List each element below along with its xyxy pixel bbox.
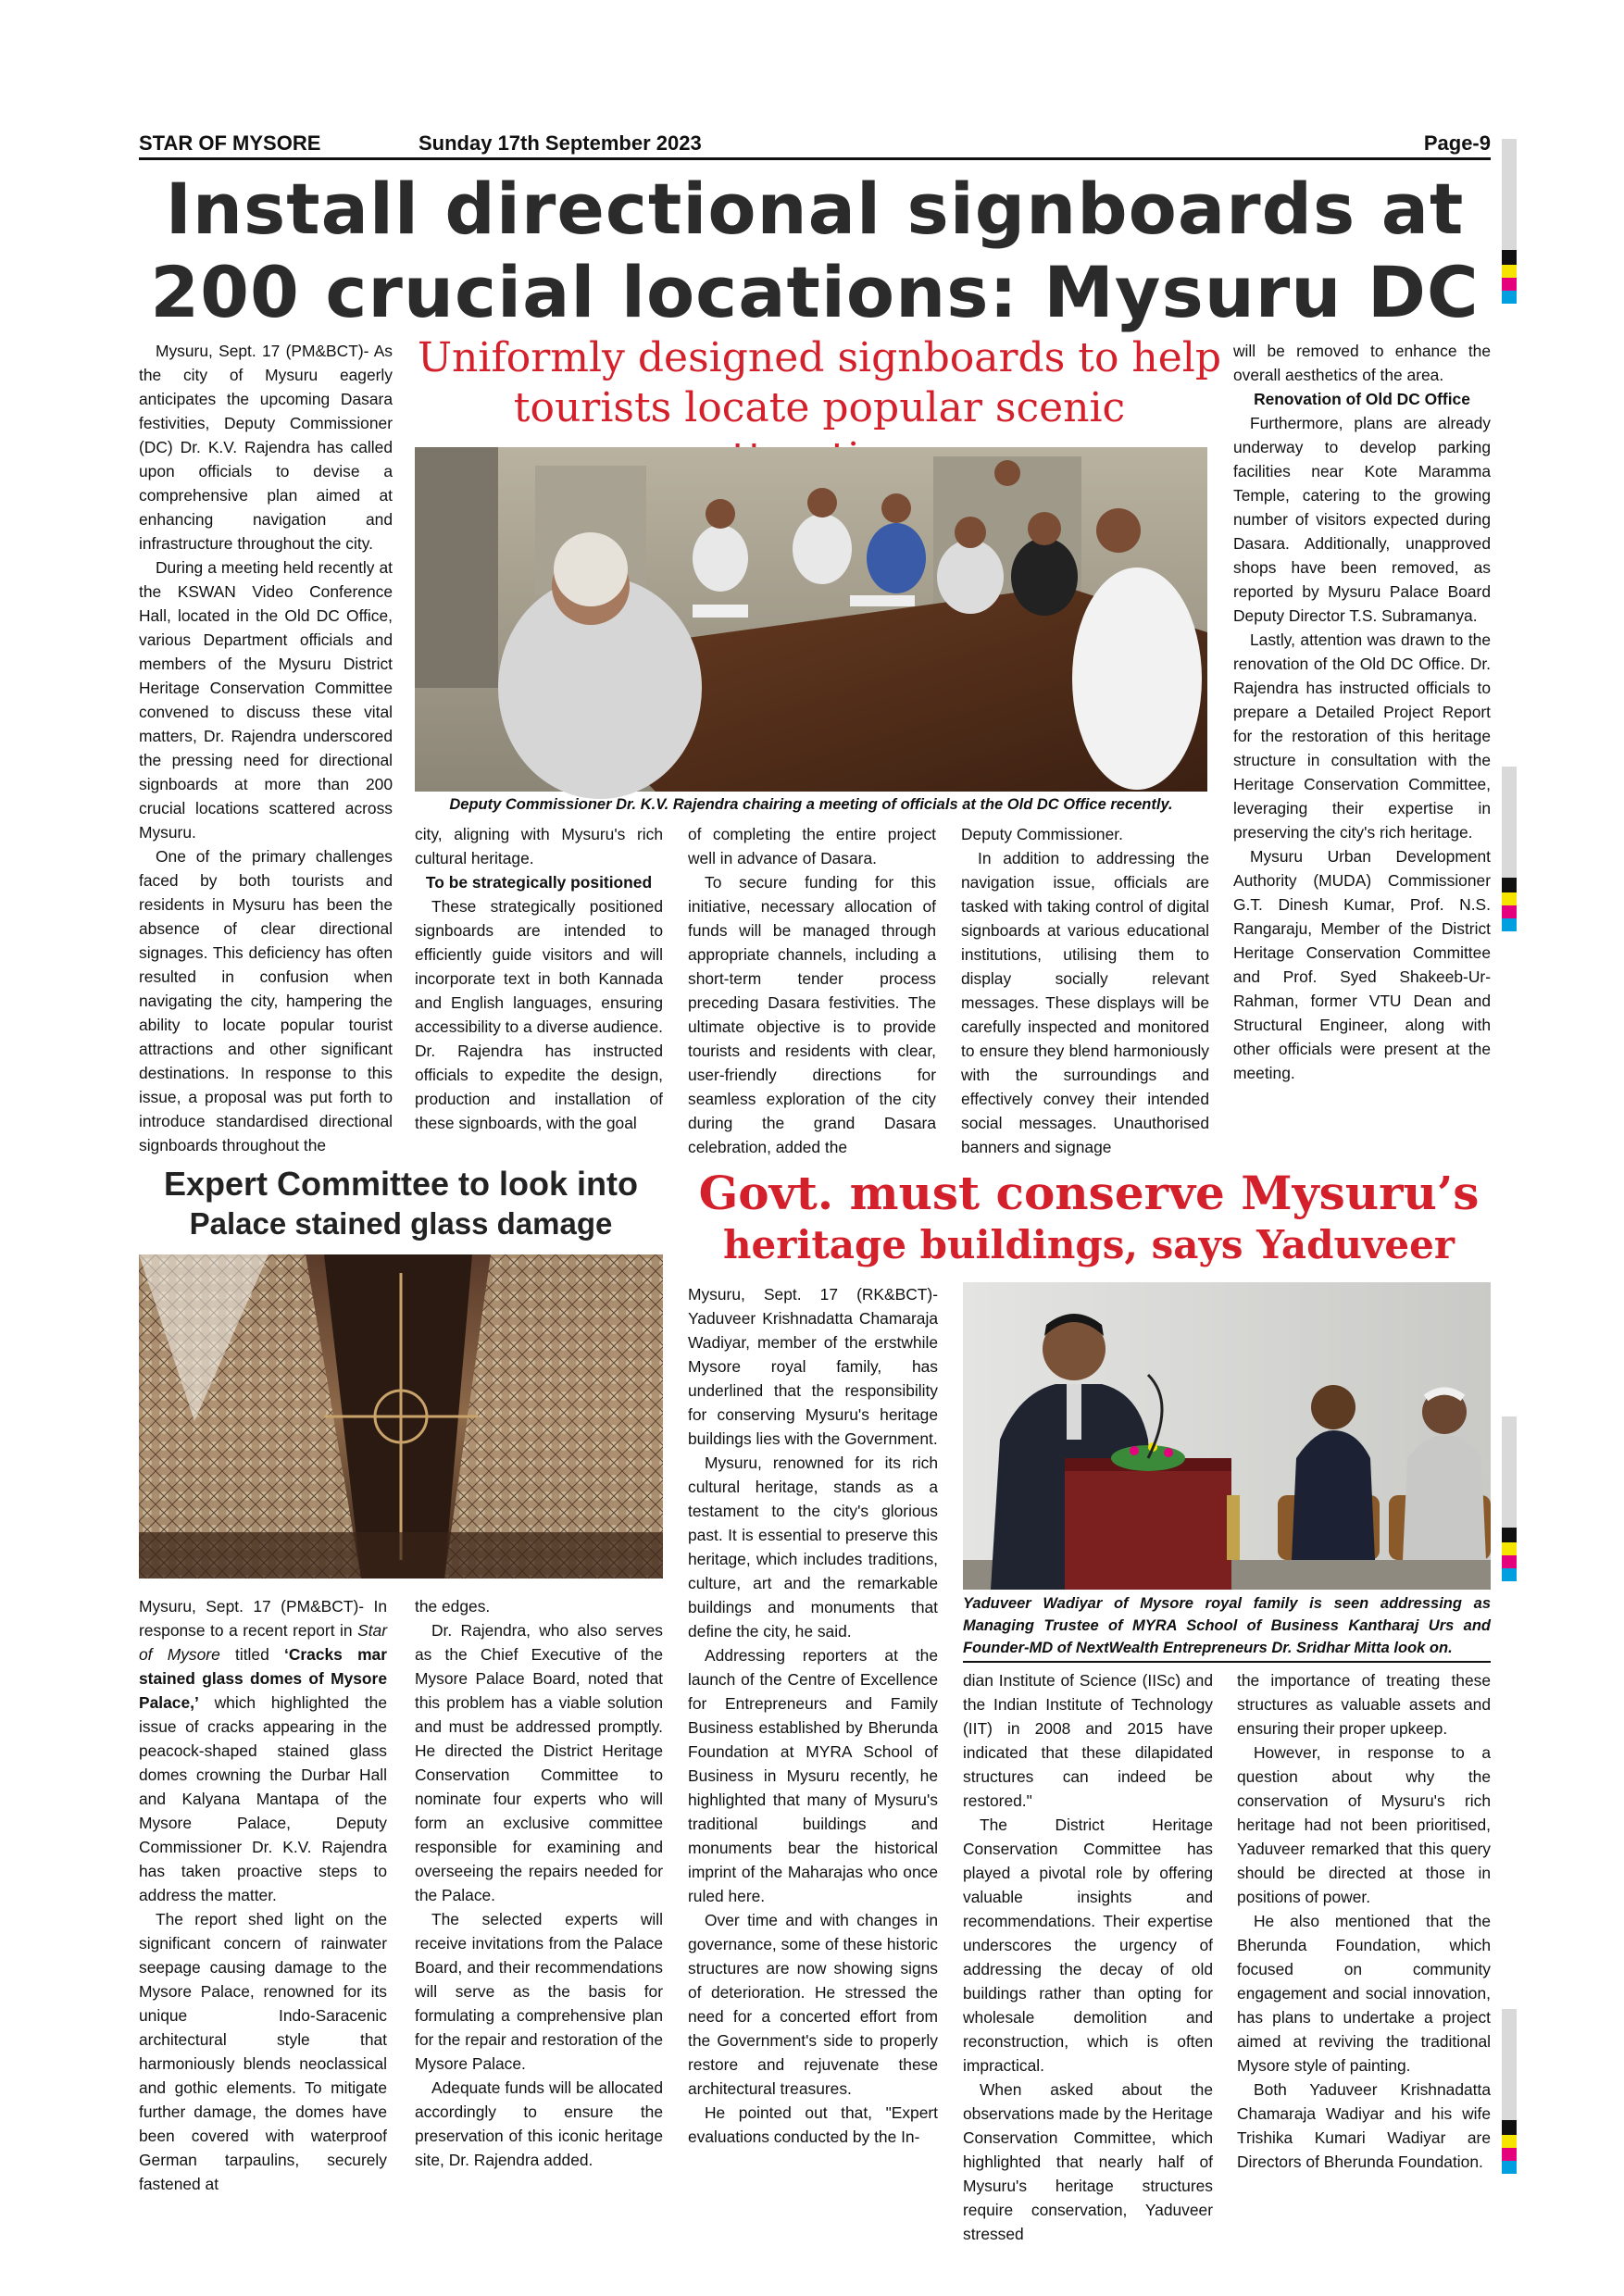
story2-column-2 [415,1594,663,2169]
paragraph: Deputy Commissioner. [961,825,1123,843]
story3-column-3 [1237,1668,1491,2171]
stained-glass-photo [139,1254,663,1578]
caption-rule [963,1661,1491,1663]
story1-column-1 [139,339,393,1163]
story1-photo-caption: Deputy Commissioner Dr. K.V. Rajendra chairing a meeting of officials at the Old DC Office recently. [449,796,1173,813]
meeting-photo [415,447,1207,792]
story2-headline-line1: Expert Committee to look into [163,1165,639,1203]
publication-name: Star of Mysore [139,1621,387,1664]
story2-column-1 [139,1594,387,2193]
paragraph: will be removed to enhance the overall aesthetics of the area. [1233,342,1491,384]
paragraph: Over time and with changes in governance, some of these historic structures are now showing signs of deterioration. He stressed the need for a concerted effort from the Government's side to properly restore and rejuvenate these architectural treasures. [688,1911,938,2098]
story1-headline-line1: Install directional signboards at [165,168,1465,250]
story3-column-1 [688,1282,938,2162]
paragraph: Mysuru, Sept. 17 (PM&BCT)- As the city of Mysuru eagerly anticipates the upcoming Dasara festivities, Deputy Commissioner (DC) Dr. K.V. Rajendra has called upon officials to devise a comprehensive plan aimed at enhancing navigation and infrastructure throughout the city. [139,342,393,553]
paragraph: In addition to addressing the navigation issue, officials are tasked with taking control of digital signboards at various educational institutions, utilising them to display socially relevant messages. These displays will be carefully inspected and monitored to ensure they blend harmoniously with the surroundings and effectively convey their intended social messages. Unauthorised banners and signage [961,849,1209,1156]
story1-subhead-line1: Uniformly designed signboards to help [417,334,1222,381]
paragraph: To secure funding for this initiative, necessary allocation of funds will be managed through appropriate channels, including a short-term tender process preceding Dasara festivities. The ultimate objective is to provide tourists and residents with clear, user-friendly directions for seamless exploration of the city during the grand Dasara celebration, added the [688,873,936,1156]
paragraph: city, aligning with Mysuru's rich cultural heritage. [415,825,663,867]
paragraph: The selected experts will receive invitations from the Palace Board, and their recommendations will serve as the basis for formulating a comprehensive plan for the repair and restoration of the Mysore Palace. [415,1910,663,2073]
section-subhead: To be strategically positioned [425,873,653,892]
paragraph: The report shed light on the significant concern of rainwater seepage causing damage to the Mysore Palace, renowned for its unique Indo-Saracenic architectural style that harmoniously blends neoclassical and gothic elements. To mitigate further damage, the domes have been covered with waterproof German tarpaulins, securely fastened at [139,1910,387,2193]
yaduveer-photo [963,1282,1491,1590]
paragraph: Mysuru, renowned for its rich cultural heritage, stands as a testament to the city's glorious past. It is essential to preserve this heritage, which includes traditions, culture, art and the remarkable buildings and monuments that define the city, he said. [688,1454,938,1641]
story2-headline-line2: Palace stained glass damage [189,1206,613,1241]
paragraph: the edges. [415,1597,491,1616]
paragraph: One of the primary challenges faced by both tourists and residents in Mysuru has been the absence of clear directional signages. This deficiency has often resulted in confusion when navigating the city, hampering the ability to locate popular tourist attractions and other significant destinations. In response to this issue, a proposal was put forth to introduce standardised directional signboards throughout the [139,847,393,1154]
paragraph: Dr. Rajendra, who also serves as the Chief Executive of the Mysore Palace Board, noted that this problem has a viable solution and must be addressed promptly. He directed the District Heritage Conservation Committee to nominate four experts who will form an exclusive committee responsible for examining and overseeing the repairs needed for the Palace. [415,1621,663,1904]
paragraph: the importance of treating these structures as valuable assets and ensuring their proper upkeep. [1237,1671,1491,1738]
paragraph: Adequate funds will be allocated accordingly to ensure the preservation of this iconic heritage site, Dr. Rajendra added. [415,2078,663,2169]
story1-column-2 [415,822,663,1163]
story1-column-4 [961,822,1209,1163]
paragraph: Furthermore, plans are already underway to develop parking facilities near Kote Maramma Temple, catering to the growing number of visitors expected during Dasara. Additionally, unapproved shops have been removed, as reported by Mysuru Palace Board Deputy Director T.S. Subramanya. [1233,414,1491,625]
text: Mysuru, Sept. 17 (PM&BCT)- In response to a recent report in [139,1597,387,1640]
paragraph: Mysuru, Sept. 17 (RK&BCT)- Yaduveer Krishnadatta Chamaraja Wadiyar, member of the erstwhile Mysore royal family, has underlined that the responsibility for conserving Mysuru's heritage buildings lies with the Government. [688,1285,938,1448]
story1-column-5 [1233,339,1491,1163]
story3-headline-line1: Govt. must conserve Mysuru’s [698,1166,1480,1220]
paragraph: of completing the entire project well in advance of Dasara. [688,825,936,867]
header-rule [139,157,1491,160]
paragraph: Mysuru Urban Development Authority (MUDA) Commissioner G.T. Dinesh Kumar, Prof. N.S. Rangaraju, Member of the District Heritage Conservation Committee and Prof. Syed Shakeeb-Ur-Rahman, former VTU Dean and Structural Engineer, along with other officials were present at the meeting. [1233,847,1491,1082]
story3-column-2 [963,1668,1213,2243]
paragraph: During a meeting held recently at the KSWAN Video Conference Hall, located in the Old DC Office, various Department officials and members of the Mysuru District Heritage Conservation Committee convened to discuss these vital matters, Dr. Rajendra underscored the pressing need for directional signboards at more than 200 crucial locations scattered across Mysuru. [139,558,393,842]
text: titled [219,1645,284,1664]
paragraph: Both Yaduveer Krishnadatta Chamaraja Wadiyar and his wife Trishika Kumari Wadiyar are Directors of Bherunda Foundation. [1237,2080,1491,2171]
paragraph: dian Institute of Science (IISc) and the Indian Institute of Technology (IIT) in 2008 and 2015 have indicated that these dilapidated structures can indeed be restored." [963,1671,1213,1810]
paragraph: However, in response to a question about why the conservation of Mysuru's rich heritage had not been prioritised, Yaduveer remarked that this query should be directed at those in positions of power. [1237,1743,1491,1906]
paragraph: Lastly, attention was drawn to the renovation of the Old DC Office. Dr. Rajendra has instructed officials to prepare a Detailed Project Report for the restoration of this heritage structure in consultation with the Heritage Conservation Committee, leveraging their expertise in preserving the city's rich heritage. [1233,630,1491,842]
report-title: ‘Cracks mar stained glass domes of Mysore Palace,’ [139,1645,387,1712]
paragraph: When asked about the observations made by the Heritage Conservation Committee, which highlighted that nearly half of Mysuru's heritage structures require conservation, Yaduveer stressed [963,2080,1213,2243]
page-number: Page-9 [1423,131,1491,155]
paragraph [139,1594,387,1907]
paragraph: He also mentioned that the Bherunda Foundation, which focused on community engagement and social innovation, has plans to undertake a project aimed at reviving the traditional Mysore style of painting. [1237,1912,1491,2075]
story3-photo-caption: Yaduveer Wadiyar of Mysore royal family is seen addressing as Managing Trustee of MYRA School of Business Kantharaj Urs and Founder-MD of NextWealth Entrepreneurs Dr. Sridhar Mitta look on. [963,1595,1491,1656]
paragraph: The District Heritage Conservation Committee has played a pivotal role by offering valuable insights and recommendations. Their expertise underscores the urgency of addressing the decay of old buildings rather than opting for wholesale demolition and reconstruction, which is often impractical. [963,1816,1213,2075]
paragraph: These strategically positioned signboards are intended to efficiently guide visitors and will incorporate text in both Kannada and English languages, ensuring accessibility to a diverse audience. Dr. Rajendra has instructed officials to expedite the design, production and installation of these signboards, with the goal [415,897,663,1132]
issue-date: Sunday 17th September 2023 [418,131,702,155]
paragraph: Addressing reporters at the launch of the Centre of Excellence for Entrepreneurs and Family Business established by Bherunda Foundation at MYRA School of Business in Mysuru recently, he highlighted that many of Mysuru's traditional buildings and monuments bear the historical imprint of the Maharajas who once ruled here. [688,1646,938,1905]
story1-subhead-line2: tourists locate popular scenic [513,384,1126,431]
paper-name: STAR OF MYSORE [139,131,321,155]
paragraph: He pointed out that, "Expert evaluations conducted by the In- [688,2103,938,2146]
section-subhead: Renovation of Old DC Office [1254,390,1470,408]
text: which highlighted the issue of cracks appearing in the peacock-shaped stained glass domes crowning the Durbar Hall and Kalyana Mantapa of the Mysore Palace, Deputy Commissioner Dr. K.V. Rajendra has taken proactive steps to address the matter. [139,1693,387,1904]
story1-headline-line2: 200 crucial locations: Mysuru DC [150,251,1480,333]
story3-headline-line2: heritage buildings, says Yaduveer [723,1222,1455,1267]
story1-column-3 [688,822,936,1163]
